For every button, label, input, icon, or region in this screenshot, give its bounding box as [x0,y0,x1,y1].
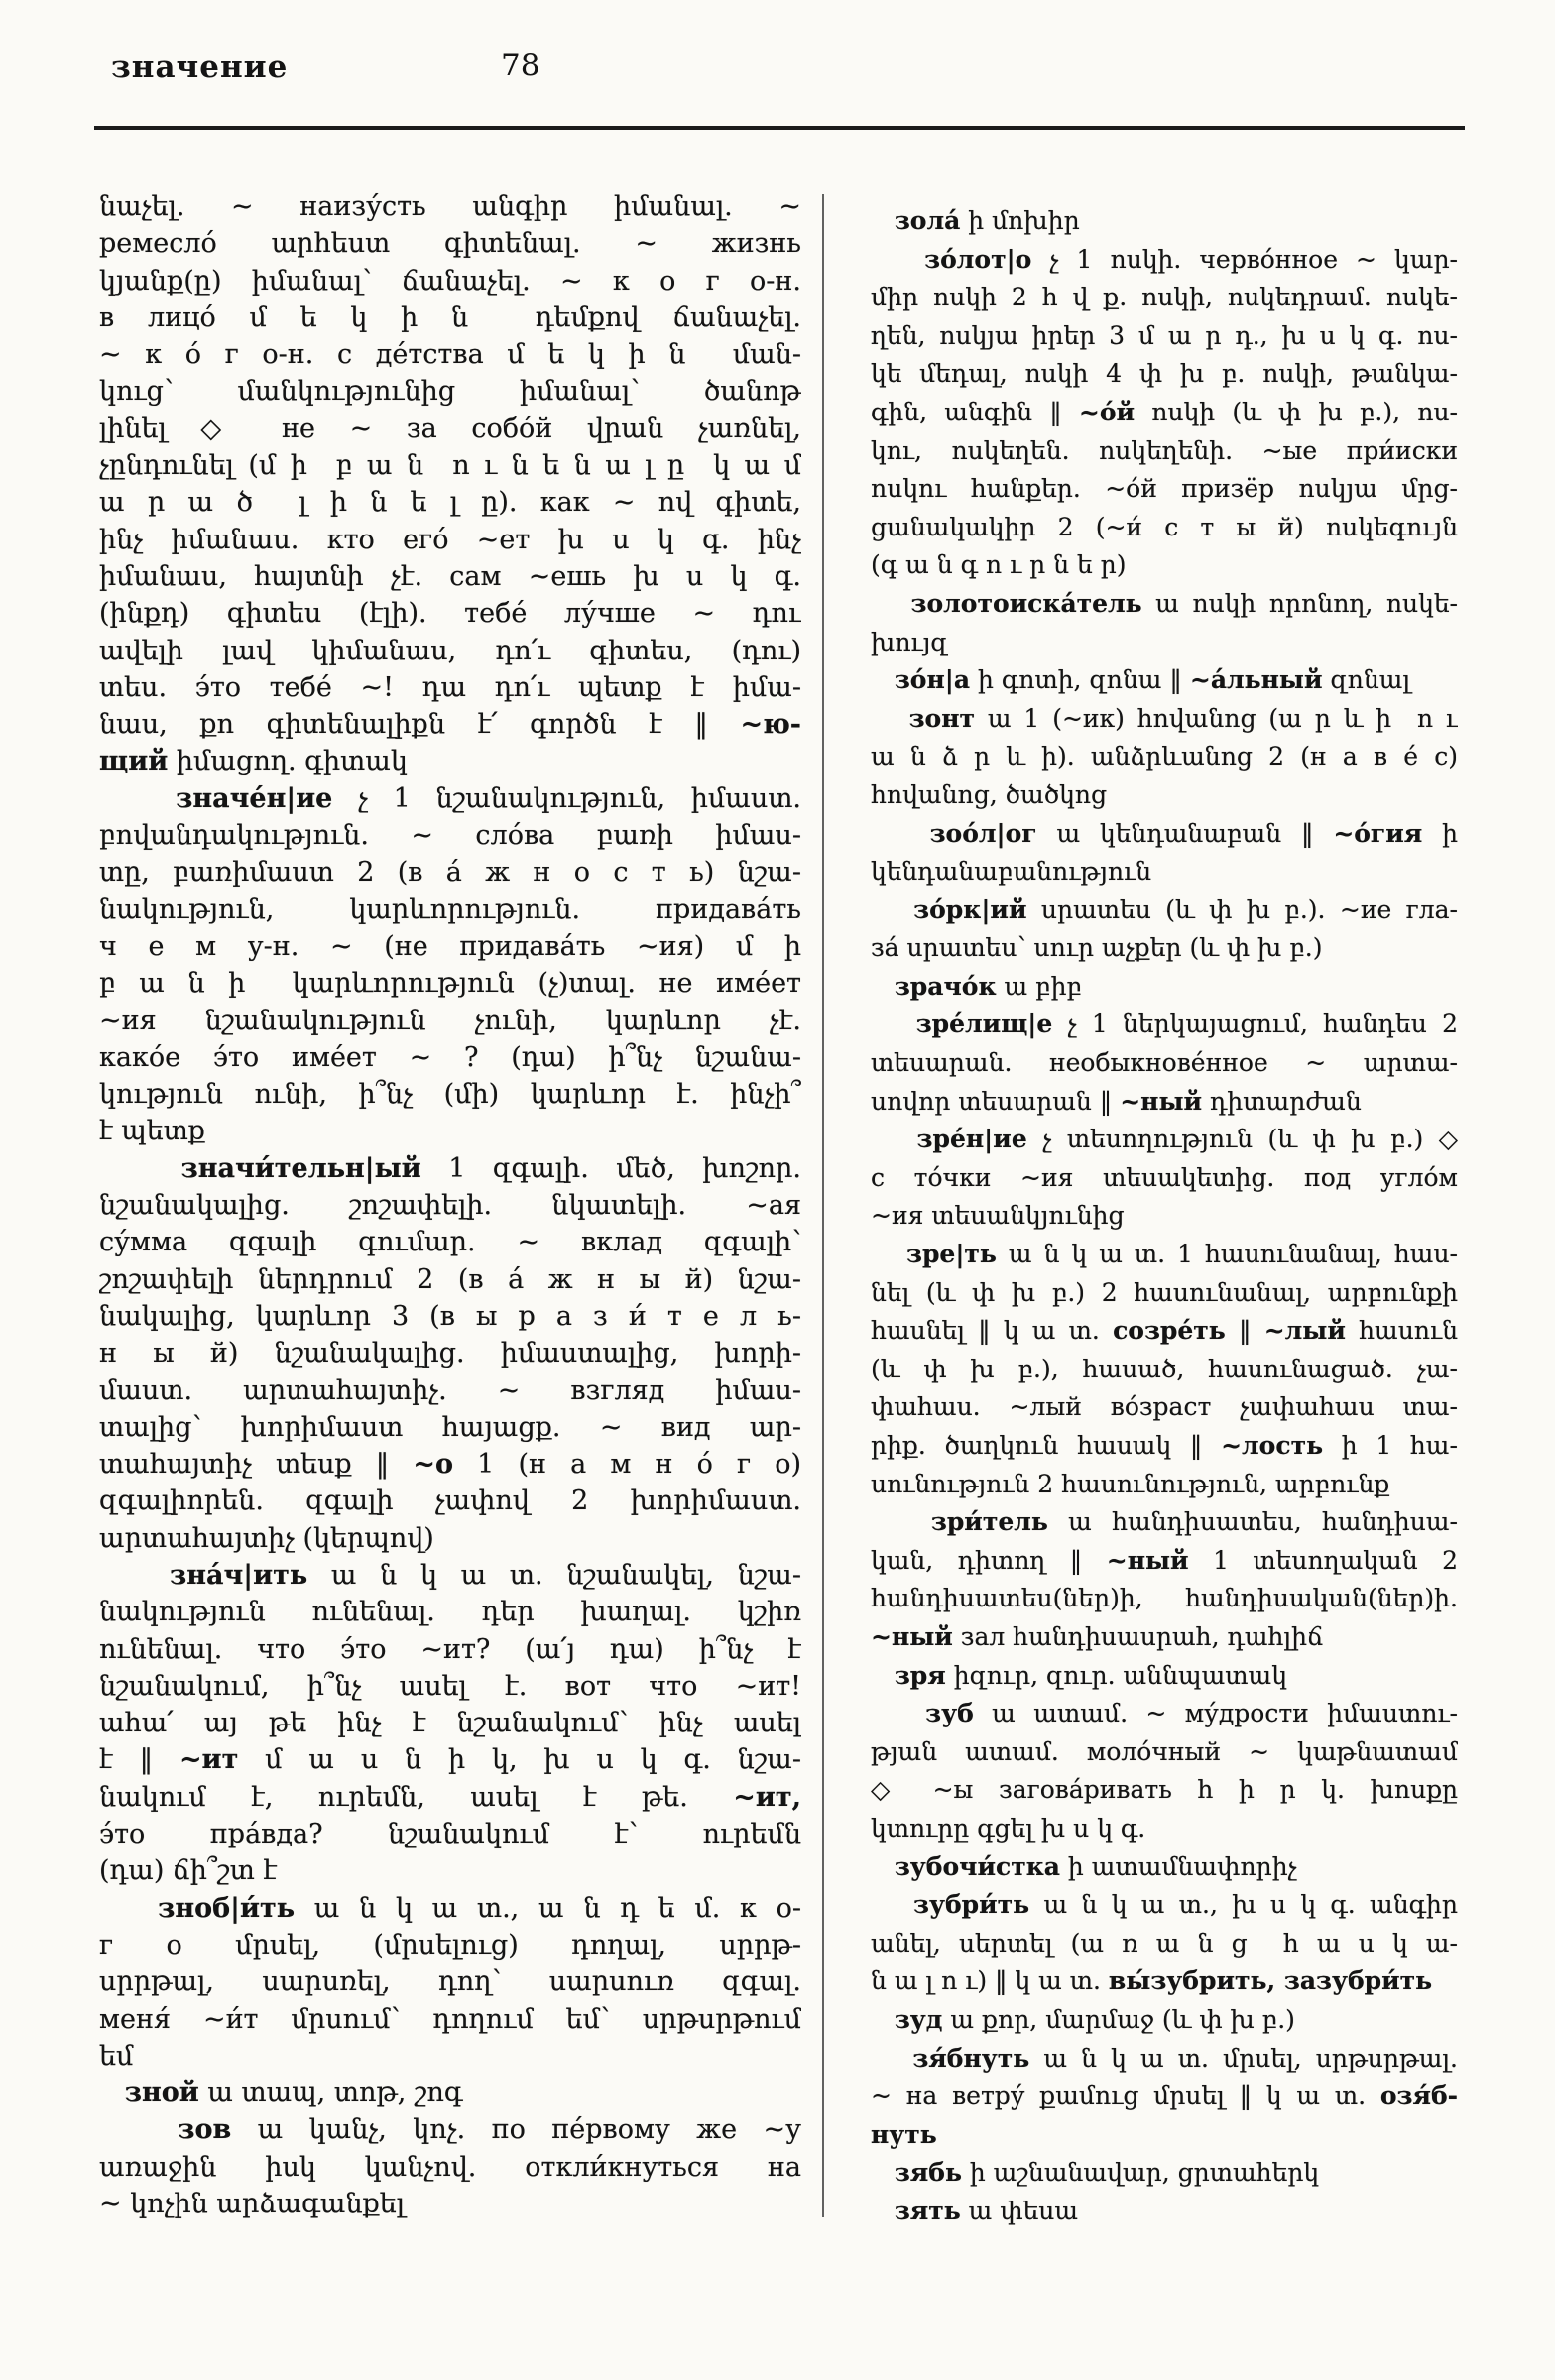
text-line: золотоиска́тель ա ոսկի որոնող, ոսկե- [910,588,1458,618]
text-line: зя́бнуть ա ն կ ա տ. մրսել, սրթսրթալ. [912,2043,1458,2073]
text-line: հովանոց, ծածկոց [871,779,1108,809]
text-line: նակում է, ուրեմն, ասել է թե. ~ит, [99,1781,801,1813]
text-line: су́мма զգալի գումար. ~ вклад զգալի՝ [99,1227,801,1258]
text-line: անել, սերտել (ա ռ ա ն ց հ ա ս կ ա- [871,1928,1458,1958]
text-line: ~ия տեսանկյունից [871,1201,1125,1231]
text-line: սունություն 2 հասունություն, արբունք [871,1469,1390,1498]
text-line: կտուրը գցել խ ս կ գ. [871,1813,1146,1843]
text-line: ղեն, ոսկյա իրեր 3 մ ա ր դ., խ ս կ գ. ոս- [871,320,1458,350]
text-line: նշանակում, ի՞նչ ասել է. вот что ~ит! [99,1670,801,1702]
page-number: 78 [501,48,540,83]
text-line: ինչ իմանաս. кто его́ ~ет խ ս կ գ. ինչ [99,524,801,555]
text-line: ավելի լավ կիմանաս, դո՛ւ գիտես, (դու) [99,635,801,666]
text-line: зонт ա 1 (~ик) հովանոց (ա ր և ի ո ւ [908,703,1458,733]
right-column [871,202,1458,2230]
text-line: ունենալ. что э́то ~ит? (ա՛յ դա) ի՞նչ է [99,1633,801,1665]
text-line: սրրթալ, սարսռել, դող՝ սարսուռ զգալ. [99,1966,801,1998]
text-line: зо́лот|о չ 1 ոսկի. черво́нное ~ կար- [924,244,1458,274]
text-line: (դա) ճի՞շտ է [99,1855,278,1887]
text-line: ч е м у-н. ~ (не придава́ть ~ия) մ ի [99,930,801,962]
text-line: зре|ть ա ն կ ա տ. 1 հասունանալ, հաս- [906,1240,1458,1269]
text-line: նել (և փ խ բ.) 2 հասունանալ, արբունքի [871,1277,1458,1307]
text-line: գին, անգին ‖ ~о́й ոսկի (և փ խ բ.), ոս- [871,397,1458,426]
text-line: սովոր տեսարան ‖ ~ный դիտարժան [871,1086,1362,1116]
text-line: խույզ [871,627,948,656]
text-line: ремесло́ արհեստ գիտենալ. ~ жизнь [99,228,801,260]
text-line: нуть [871,2119,937,2149]
text-line: տեսարան. необыкнове́нное ~ արտա- [871,1048,1458,1078]
header-rule [94,126,1465,130]
text-line: ն ա լ ո ւ) ‖ կ ա տ. вы́зубрить, зазубри́ть [871,1966,1433,1996]
text-line: значе́н|ие չ 1 նշանակություն, իմաստ. [176,782,801,814]
text-line: зна́ч|ить ա ն կ ա տ. նշանակել, նշա- [170,1559,801,1591]
text-line: зре́лищ|е չ 1 ներկայացում, հանդես 2 [915,1010,1458,1039]
text-line: зять ա փեսա [894,2196,1079,2225]
text-line: зря իզուր, զուր. աննպատակ [894,1660,1287,1690]
text-line: չընդունել (մ ի բ ա ն ո ւ ն ե ն ա լ ը կ ա մ [99,450,801,482]
text-line: зноб|и́ть ա ն կ ա տ., ա ն դ ե մ. к о- [158,1892,801,1924]
text-line: зо́рк|ий սրատես (և փ խ բ.). ~ие гла- [913,894,1458,924]
text-line: зри́тель ա հանդիսատես, հանդիսա- [930,1507,1458,1537]
text-line: առաջին իսկ կանչով. откли́кнуться на [99,2151,801,2183]
text-line: նաս, քո գիտենալիքն է՛ գործն է ‖ ~ю- [99,709,801,741]
text-line: կե մեդալ, ոսկի 4 փ խ բ. ոսկի, թանկա- [871,359,1458,389]
text-line: կյանք(ը) իմանալ՝ ճանաչել. ~ к о г о-н. [99,265,801,297]
text-line: նակություն ունենալ. դեր խաղալ. կշիռ [99,1597,801,1628]
text-line: թյան ատամ. моло́чный ~ կաթնատամ [871,1736,1458,1766]
text-line: նաչել. ~ наизу́сть անգիր իմանալ. ~ [99,191,801,222]
text-line: зрачо́к ա բիբ [894,971,1082,1001]
text-line: իմանաս, հայտնի չէ. сам ~ешь խ ս կ գ. [99,560,801,592]
text-line: զգալիորեն. զգալի չափով 2 խորիմաստ. [99,1486,801,1517]
text-line: տալից՝ խորիմաստ հայացք. ~ вид ար- [99,1411,801,1443]
text-line: ա ն ձ ր և ի). անձրևանոց 2 (н а в е́ с) [871,742,1458,772]
text-line: меня́ ~и́т մրսում՝ դողում եմ՝ սրթսրթում [99,2003,801,2035]
text-line: ◇ ~ы загова́ривать հ ի ր կ. խոսքը [871,1775,1458,1805]
text-line: в лицо́ մ ե կ ի ն դեմքով ճանաչել. [99,301,801,333]
text-line: зной ա տապ, տոթ, շոգ [124,2078,463,2109]
text-line: կենդանաբանություն [871,857,1152,887]
text-line: բ ա ն ի կարևորություն (չ)տալ. не име́ет [99,968,801,1000]
text-line: կու, ոսկեղեն. ոսկեղենի. ~ые при́иски [871,435,1458,465]
text-line: լինել ◇ не ~ за собо́й վրան չառնել, [99,413,801,444]
text-line: արտահայտիչ (կերպով) [99,1522,434,1554]
text-line: значи́тельн|ый 1 զգալի. մեծ, խոշոր. [180,1152,801,1184]
text-line: н ы й) նշանակալից. իմաստալից, խորի- [99,1338,801,1369]
text-line: зре́н|ие չ տեսողություն (և փ խ բ.) ◇ [916,1125,1458,1154]
text-line: մաստ. արտահայտիչ. ~ взгляд իմաս- [99,1374,801,1406]
text-line: зо́н|а ի գոտի, զոնա ‖ ~а́льный զոնալ [894,665,1411,695]
text-line: կան, դիտող ‖ ~ный 1 տեսողական 2 [871,1545,1458,1575]
left-column [99,188,801,2222]
text-line: како́е э́то име́ет ~ ? (դա) ի՞նչ նշանա- [99,1041,801,1073]
text-line: նակություն, կարևորություն. придава́ть [99,893,801,925]
text-line: г о մրսել, (մրսելուց) դողալ, սրրթ- [99,1929,801,1961]
text-line: նշանակալից. շոշափելի. նկատելի. ~ая [99,1190,801,1222]
text-line: ~ный зал հանդիսասրահ, դահլիճ [871,1621,1324,1651]
column-divider [822,194,824,2217]
text-line: ա ր ա ծ լ ի ն ե լ ը). как ~ ով գիտե, [99,487,801,519]
text-line: за́ սրատես՝ սուր աչքեր (և փ խ բ.) [871,933,1323,963]
text-line: (գ ա ն գ ո ւ ր ն ե ր) [871,550,1127,580]
text-line: նակալից, կարևոր 3 (в ы р а з и́ т е л ь- [99,1300,801,1332]
text-line: բովանդակություն. ~ сло́ва բառի իմաս- [99,820,801,852]
text-line: зоо́л|ог ա կենդանաբան ‖ ~о́гия ի [929,818,1458,848]
text-line: ~ կոչին արձագանքել [99,2189,405,2220]
text-line: ահա՛ այ թե ինչ է նշանակում՝ ինչ ասել [99,1708,801,1739]
text-line: зябь ի աշնանավար, ցրտահերկ [894,2158,1320,2188]
text-line: зуд ա քոր, մարմաջ (և փ խ բ.) [894,2004,1295,2034]
text-line: зов ա կանչ, կոչ. по пе́рвому же ~у [178,2114,801,2146]
text-line: փահաս. ~лый во́зраст չափահաս տա- [871,1392,1458,1422]
text-line: եմ [99,2040,134,2072]
text-line: зубочи́стка ի ատամնափորիչ [894,1851,1297,1881]
text-line: с то́чки ~ия տեսակետից. под угло́м [871,1162,1458,1192]
text-line: зола́ ի մոխիր [894,206,1080,235]
text-line: ոսկու հանքեր. ~о́й призёр ոսկյա մրց- [871,474,1458,504]
text-line: տը, բառիմաստ 2 (в а́ ж н о с т ь) նշա- [99,857,801,889]
running-head-keyword: значение [111,50,289,85]
text-line: (և փ խ բ.), հասած, հասունացած. չա- [871,1354,1458,1383]
text-line: зубри́ть ա ն կ ա տ., խ ս կ գ. անգիր [913,1890,1458,1920]
text-line: (ինքդ) գիտես (էլի). тебе́ лу́чше ~ դու [99,598,801,630]
text-line: щий իմացող. գիտակ [99,746,408,777]
text-line: րիք. ծաղկուն հասակ ‖ ~лость ի 1 հա- [871,1431,1458,1460]
text-line: շոշափելի ներդրում 2 (в а́ ж н ы й) նշա- [99,1263,801,1295]
text-line: հանդիսատես(ներ)ի, հանդիսական(ներ)ի. [871,1584,1458,1613]
text-line: տես. э́то тебе́ ~! դա դո՛ւ պետք է իմա- [99,671,801,703]
text-line: ~ к о́ г о-н. с де́тства մ ե կ ի ն ման- [99,339,801,371]
text-line: կություն ունի, ի՞նչ (մի) կարևոր է. ինչի՞ [99,1079,801,1111]
text-line: հասնել ‖ կ ա տ. созре́ть ‖ ~лый հասուն [871,1316,1458,1346]
text-line: տահայտիչ տեսք ‖ ~о 1 (н а м н о́ г о) [99,1449,801,1481]
text-line: է պետք [99,1116,205,1147]
text-line: зуб ա ատամ. ~ му́дрости իմաստու- [925,1699,1458,1728]
text-line: ~ на ветру́ քամուց մրսել ‖ կ ա տ. озя́б- [871,2082,1458,2111]
text-line: э́то пра́вда? նշանակում է՝ ուրեմն [99,1819,801,1850]
text-line: կուց՝ մանկությունից իմանալ՝ ծանոթ [99,376,801,408]
text-line: է ‖ ~ит մ ա ս ն ի կ, խ ս կ գ. նշա- [99,1744,801,1776]
text-line: ցանակակիր 2 (~и́ с т ы й) ոսկեգույն [871,512,1458,541]
text-line: միր ոսկի 2 հ վ ք. ոսկի, ոսկեդրամ. ոսկե- [871,283,1458,312]
text-line: ~ия նշանակություն չունի, կարևոր չէ. [99,1005,801,1036]
